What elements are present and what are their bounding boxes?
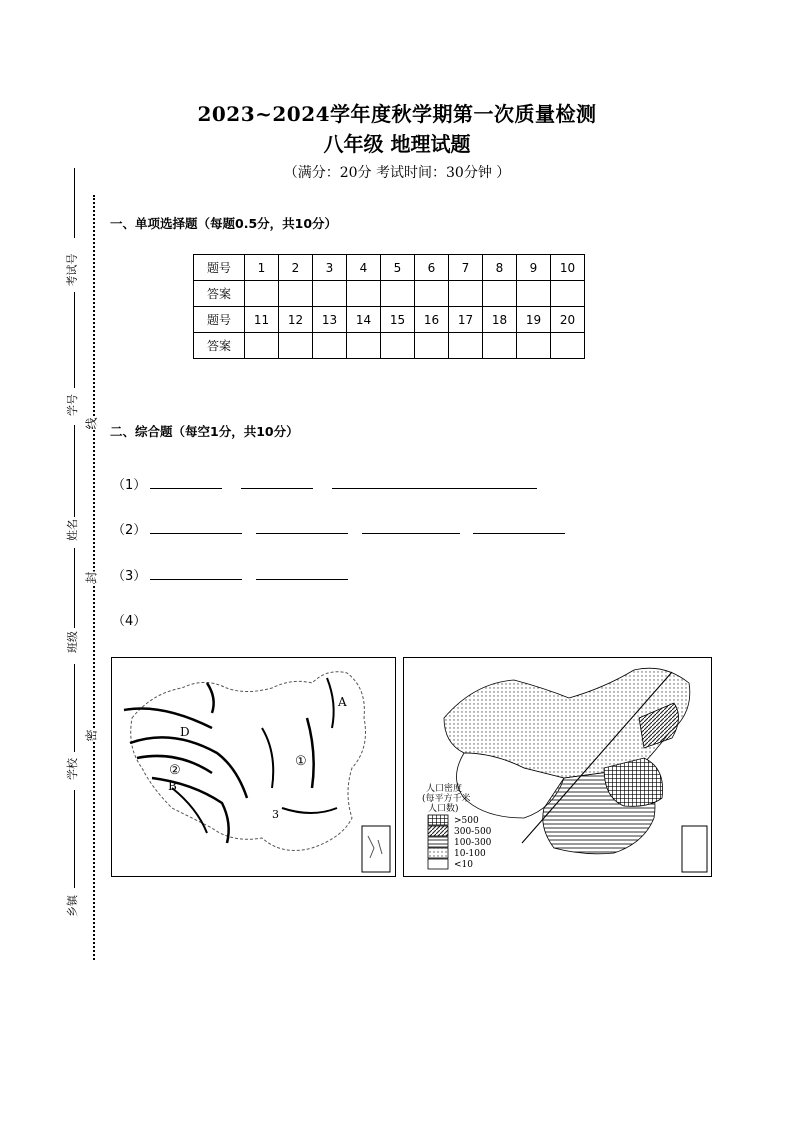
- question-label-4: （4）: [112, 614, 147, 629]
- answer-cell[interactable]: [245, 333, 279, 359]
- legend-title: 人口密度(每平方千米人口数): [422, 784, 471, 814]
- row-label: 答案: [194, 333, 245, 359]
- answer-cell[interactable]: [415, 333, 449, 359]
- row-label: 题号: [194, 307, 245, 333]
- population-map-drawing: [404, 658, 711, 876]
- table-row: [194, 307, 585, 333]
- section1-heading: 一、单项选择题（每题0.5分，共10分）: [110, 216, 338, 231]
- legend-swatch-10-100: [428, 848, 448, 858]
- answer-cell[interactable]: [245, 281, 279, 307]
- legend-swatch-gt500: [428, 815, 448, 825]
- row-label: 题号: [194, 255, 245, 281]
- table-row: [194, 281, 585, 307]
- answer-blank[interactable]: [241, 488, 313, 489]
- question-number: 16: [415, 307, 449, 333]
- question-number: 20: [551, 307, 585, 333]
- question-number: 1: [245, 255, 279, 281]
- field-name: 姓名: [66, 519, 79, 541]
- answer-cell[interactable]: [381, 333, 415, 359]
- binding-line: [74, 790, 75, 888]
- binding-line: [74, 168, 75, 238]
- legend-swatch-lt10: [428, 859, 448, 869]
- legend-label: 100-300: [454, 838, 492, 848]
- binding-line: [74, 425, 75, 517]
- answer-cell[interactable]: [279, 281, 313, 307]
- question-number: 5: [381, 255, 415, 281]
- mountain-range: [307, 718, 314, 788]
- border-outline: [131, 672, 366, 851]
- answer-blank[interactable]: [150, 579, 242, 580]
- terrain-map: [111, 657, 396, 877]
- answer-blank[interactable]: [332, 488, 537, 489]
- binding-line: [74, 292, 75, 388]
- table-row: [194, 255, 585, 281]
- map-label-1: ①: [295, 754, 307, 769]
- binding-line: [74, 548, 75, 628]
- south-china-sea-inset: [362, 826, 390, 872]
- terrain-map-drawing: [112, 658, 395, 876]
- answer-cell[interactable]: [449, 333, 483, 359]
- answer-cell[interactable]: [347, 333, 381, 359]
- map-label-2: ②: [169, 763, 181, 778]
- answer-blank[interactable]: [256, 579, 348, 580]
- answer-cell[interactable]: [381, 281, 415, 307]
- seal-char-line: 线: [82, 417, 101, 429]
- question-number: 19: [517, 307, 551, 333]
- south-china-sea-inset: [682, 826, 707, 872]
- answer-cell[interactable]: [347, 281, 381, 307]
- question-number: 11: [245, 307, 279, 333]
- exam-title: 2023~2024学年度秋学期第一次质量检测: [197, 102, 597, 126]
- question-label-2: （2）: [112, 523, 147, 538]
- binding-line: [74, 664, 75, 752]
- answer-cell[interactable]: [483, 281, 517, 307]
- legend-swatch-300-500: [428, 826, 448, 836]
- question-label-1: （1）: [112, 478, 147, 493]
- field-student-number: 学号: [66, 394, 79, 416]
- question-number: 2: [279, 255, 313, 281]
- exam-subtitle: 八年级 地理试题: [323, 132, 471, 156]
- answer-cell[interactable]: [517, 281, 551, 307]
- mountain-range: [282, 808, 337, 813]
- question-number: 14: [347, 307, 381, 333]
- question-number: 13: [313, 307, 347, 333]
- question-number: 9: [517, 255, 551, 281]
- legend-label: 10-100: [454, 849, 486, 859]
- seal-char-secret: 密: [82, 729, 101, 741]
- question-number: 12: [279, 307, 313, 333]
- field-school: 学校: [66, 758, 79, 780]
- answer-cell[interactable]: [313, 281, 347, 307]
- table-row: [194, 333, 585, 359]
- question-number: 3: [313, 255, 347, 281]
- answer-cell[interactable]: [517, 333, 551, 359]
- question-number: 17: [449, 307, 483, 333]
- question-number: 10: [551, 255, 585, 281]
- legend-label: <10: [454, 860, 473, 870]
- answer-cell[interactable]: [483, 333, 517, 359]
- mountain-range: [124, 708, 212, 728]
- answer-table: [193, 254, 585, 359]
- question-number: 18: [483, 307, 517, 333]
- exam-info: （满分：20分 考试时间：30分钟 ）: [283, 165, 511, 181]
- map-label-b: B: [168, 779, 177, 793]
- mountain-range: [207, 683, 214, 713]
- map-label-a: A: [338, 695, 347, 709]
- answer-blank[interactable]: [150, 488, 222, 489]
- answer-cell[interactable]: [415, 281, 449, 307]
- section2-heading: 二、综合题（每空1分，共10分）: [110, 424, 299, 439]
- question-number: 7: [449, 255, 483, 281]
- legend-label: 300-500: [454, 827, 492, 837]
- seal-char-seal: 封: [82, 571, 101, 583]
- question-number: 4: [347, 255, 381, 281]
- question-number: 8: [483, 255, 517, 281]
- answer-cell[interactable]: [551, 333, 585, 359]
- answer-cell[interactable]: [449, 281, 483, 307]
- map-label-d: D: [180, 725, 190, 739]
- inset-islands: [368, 836, 382, 858]
- question-number: 6: [415, 255, 449, 281]
- field-class: 班级: [66, 631, 79, 653]
- row-label: 答案: [194, 281, 245, 307]
- field-town: 乡镇: [66, 895, 79, 917]
- mountain-range: [130, 737, 247, 798]
- mountain-range: [262, 728, 273, 788]
- answer-cell[interactable]: [313, 333, 347, 359]
- answer-blank[interactable]: [473, 533, 565, 534]
- legend-swatch-100-300: [428, 837, 448, 847]
- answer-blank[interactable]: [362, 533, 460, 534]
- mountain-range: [327, 678, 334, 728]
- question-number: 15: [381, 307, 415, 333]
- answer-cell[interactable]: [551, 281, 585, 307]
- answer-blank[interactable]: [256, 533, 348, 534]
- map-label-3: 3: [272, 808, 279, 821]
- mountain-range: [152, 778, 229, 843]
- field-exam-number: 考试号: [65, 253, 79, 287]
- answer-cell[interactable]: [279, 333, 313, 359]
- population-density-map: [403, 657, 712, 877]
- legend-label: >500: [454, 816, 479, 826]
- question-label-3: （3）: [112, 569, 147, 584]
- answer-blank[interactable]: [150, 533, 242, 534]
